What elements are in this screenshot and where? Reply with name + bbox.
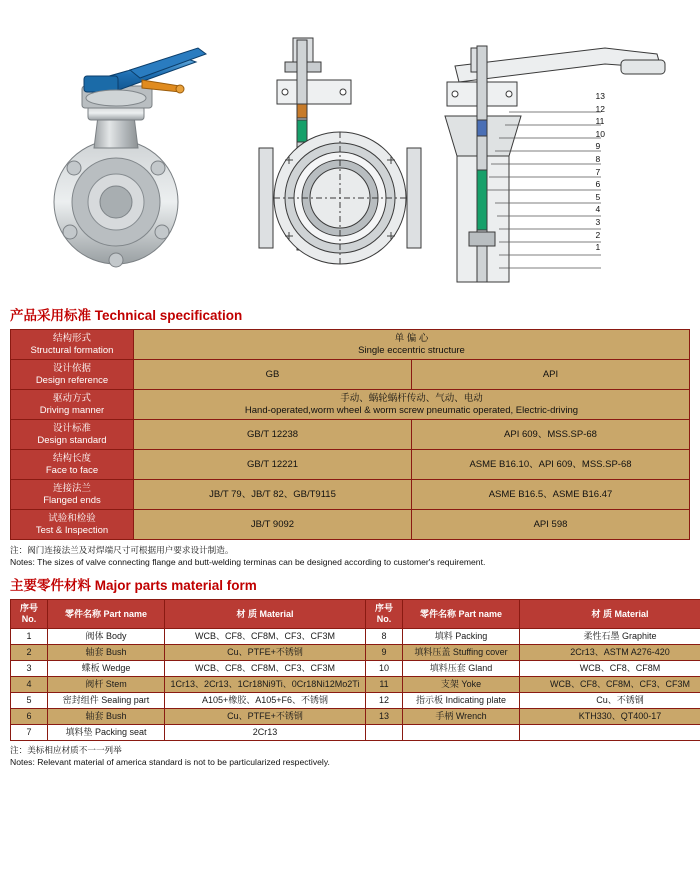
part-material: WCB、CF8、CF8M、CF3、CF3M (520, 677, 700, 693)
part-no: 5 (11, 693, 48, 709)
part-no: 3 (11, 661, 48, 677)
spec-label-face-to-face: 结构长度 Face to face (11, 450, 134, 480)
part-material: Cu、PTFE+不锈钢 (165, 709, 366, 725)
part-name: 填料压盖 Stuffing cover (403, 645, 520, 661)
part-no: 6 (11, 709, 48, 725)
part-name: 阀杆 Stem (48, 677, 165, 693)
callout-8: 8 (595, 153, 601, 164)
part-no: 13 (366, 709, 403, 725)
table-row (11, 693, 700, 709)
parts-note-cn: 注：美标相应材质不一一列举 (10, 745, 122, 755)
table-row (11, 677, 700, 693)
spec-label-test-inspection: 试验和检验 Test & Inspection (11, 510, 134, 540)
major-parts-title: 主要零件材料 Major parts material form (10, 578, 257, 593)
part-no: 7 (11, 725, 48, 741)
part-callout-numbers (596, 90, 605, 254)
part-name: 手柄 Wrench (403, 709, 520, 725)
spec-label-design-standard: 设计标准 Design standard (11, 420, 134, 450)
spec-value-design-reference-gb: GB (134, 360, 412, 390)
table-row (11, 725, 700, 741)
part-material: WCB、CF8、CF8M (520, 661, 700, 677)
spec-row-structural-formation (11, 330, 690, 360)
spec-row-design-reference (11, 360, 690, 390)
part-no: 8 (366, 629, 403, 645)
valve-section-figure (255, 20, 425, 290)
part-name: 轴套 Bush (48, 709, 165, 725)
parts-header-material-right: 材 质 Material (520, 600, 700, 629)
table-row (11, 709, 700, 725)
part-no: 2 (11, 645, 48, 661)
part-material: A105+橡胶、A105+F6、不锈钢 (165, 693, 366, 709)
spec-value-face-to-face-gb: GB/T 12221 (134, 450, 412, 480)
part-name (403, 725, 520, 741)
part-material: Cu、PTFE+不锈钢 (165, 645, 366, 661)
part-no: 9 (366, 645, 403, 661)
technical-specification-table (10, 329, 690, 540)
parts-header-name-left: 零件名称 Part name (48, 600, 165, 629)
part-material: WCB、CF8、CF8M、CF3、CF3M (165, 661, 366, 677)
spec-value-design-standard-api: API 609、MSS.SP-68 (412, 420, 690, 450)
table-row (11, 629, 700, 645)
spec-row-face-to-face (11, 450, 690, 480)
specification-note-cn: 注：阀门连接法兰及对焊端尺寸可根据用户要求设计制造。 (10, 545, 234, 555)
callout-5: 5 (595, 191, 601, 202)
parts-header-no-left: 序号 No. (11, 600, 48, 629)
part-material (520, 725, 700, 741)
part-name: 指示板 Indicating plate (403, 693, 520, 709)
part-material: KTH330、QT400-17 (520, 709, 700, 725)
valve-parts-figure (425, 20, 690, 290)
part-no: 11 (366, 677, 403, 693)
valve-photo-figure (30, 20, 240, 290)
callout-9: 9 (595, 141, 601, 152)
part-name: 蝶板 Wedge (48, 661, 165, 677)
spec-value-flanged-ends-gb: JB/T 79、JB/T 82、GB/T9115 (134, 480, 412, 510)
part-material: 2Cr13 (165, 725, 366, 741)
part-no: 4 (11, 677, 48, 693)
spec-value-design-standard-gb: GB/T 12238 (134, 420, 412, 450)
spec-label-flanged-ends: 连接法兰 Flanged ends (11, 480, 134, 510)
spec-value-driving-manner: 手动、蜗轮蜗杆传动、气动、电动 Hand-operated,worm wheel & worm screw pneumatic operated, Electric-driving (134, 390, 690, 420)
callout-13: 13 (595, 91, 605, 101)
part-name: 密封组件 Sealing part (48, 693, 165, 709)
parts-header-row (11, 600, 700, 629)
part-no (366, 725, 403, 741)
callout-7: 7 (595, 166, 601, 177)
spec-value-design-reference-api: API (412, 360, 690, 390)
part-no: 10 (366, 661, 403, 677)
part-material: Cu、不锈钢 (520, 693, 700, 709)
part-material: 2Cr13、ASTM A276-420 (520, 645, 700, 661)
spec-row-driving-manner (11, 390, 690, 420)
part-no: 1 (11, 629, 48, 645)
part-name: 填料 Packing (403, 629, 520, 645)
spec-row-design-standard (11, 420, 690, 450)
specification-notes (10, 544, 700, 568)
callout-11: 11 (595, 116, 605, 127)
callout-6: 6 (595, 179, 601, 190)
callout-2: 2 (595, 229, 601, 240)
spec-row-test-inspection (11, 510, 690, 540)
part-name: 支架 Yoke (403, 677, 520, 693)
spec-label-structural-formation: 结构形式 Structural formation (11, 330, 134, 360)
figure-area (0, 0, 700, 300)
part-no: 12 (366, 693, 403, 709)
part-name: 填料垫 Packing seat (48, 725, 165, 741)
callout-3: 3 (595, 216, 601, 227)
parts-header-material-left: 材 质 Material (165, 600, 366, 629)
callout-1: 1 (595, 242, 601, 253)
parts-notes (10, 745, 700, 768)
part-material: WCB、CF8、CF8M、CF3、CF3M (165, 629, 366, 645)
table-row (11, 645, 700, 661)
part-name: 轴套 Bush (48, 645, 165, 661)
major-parts-table (10, 599, 700, 741)
part-material: 柔性石墨 Graphite (520, 629, 700, 645)
callout-4: 4 (595, 204, 601, 215)
spec-value-face-to-face-api: ASME B16.10、API 609、MSS.SP-68 (412, 450, 690, 480)
part-name: 阀体 Body (48, 629, 165, 645)
spec-value-test-inspection-gb: JB/T 9092 (134, 510, 412, 540)
spec-row-flanged-ends (11, 480, 690, 510)
technical-specification-title: 产品采用标准 Technical specification (10, 308, 243, 323)
specification-note-en: Notes: The sizes of valve connecting flange and butt-welding terminas can be designed according to customer's requirement. (10, 557, 486, 567)
parts-header-name-right: 零件名称 Part name (403, 600, 520, 629)
callout-10: 10 (595, 128, 605, 139)
spec-label-design-reference: 设计依据 Design reference (11, 360, 134, 390)
spec-value-test-inspection-api: API 598 (412, 510, 690, 540)
parts-header-no-right: 序号 No. (366, 600, 403, 629)
spec-label-driving-manner: 驱动方式 Driving manner (11, 390, 134, 420)
part-name: 填料压套 Gland (403, 661, 520, 677)
spec-value-flanged-ends-api: ASME B16.5、ASME B16.47 (412, 480, 690, 510)
parts-note-en: Notes: Relevant material of america standard is not to be particularized respectively. (10, 756, 330, 767)
part-material: 1Cr13、2Cr13、1Cr18Ni9Ti、0Cr18Ni12Mo2Ti (165, 677, 366, 693)
spec-value-structural-formation: 单 偏 心 Single eccentric structure (134, 330, 690, 360)
table-row (11, 661, 700, 677)
callout-12: 12 (595, 103, 605, 114)
